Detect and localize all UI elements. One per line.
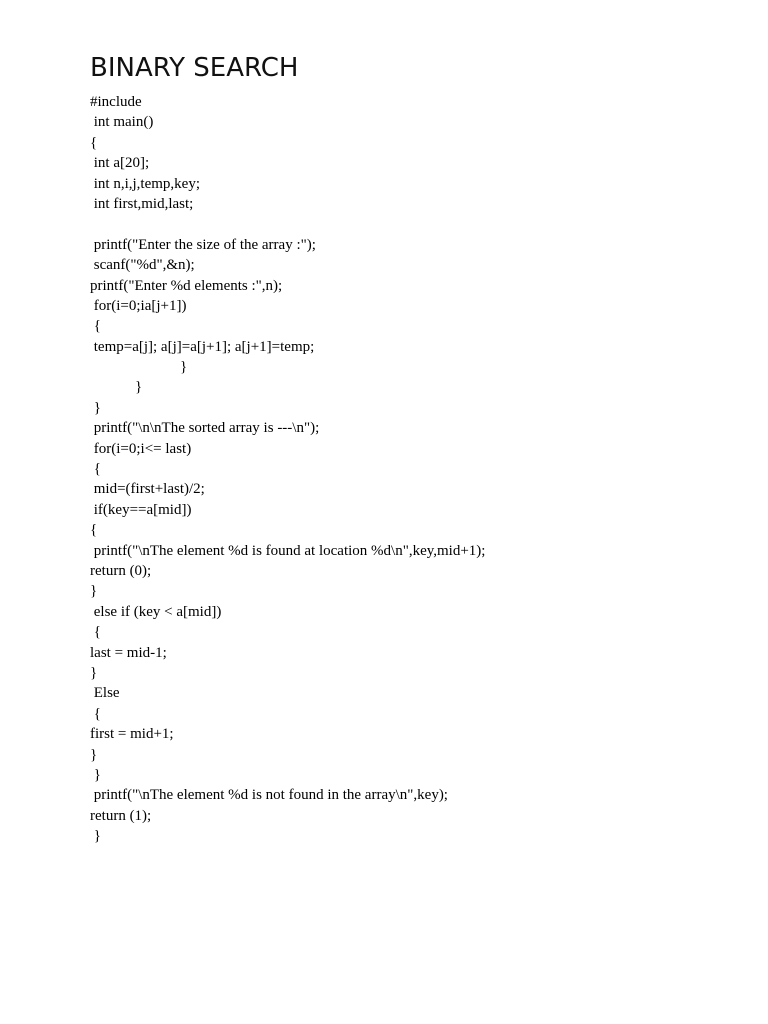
code-line: } bbox=[90, 664, 98, 681]
code-line: else if (key < a[mid]) bbox=[90, 603, 222, 620]
code-line: first = mid+1; bbox=[90, 726, 174, 743]
code-line: printf("\nThe element %d is found at location %d\n",key,mid+1); bbox=[90, 542, 486, 559]
code-line: } bbox=[90, 766, 101, 783]
code-line: int n,i,j,temp,key; bbox=[90, 175, 200, 192]
code-line: return (0); bbox=[90, 562, 152, 579]
code-block bbox=[90, 92, 485, 846]
code-line: } bbox=[90, 583, 98, 600]
code-line bbox=[90, 214, 485, 234]
code-line: printf("Enter the size of the array :"); bbox=[90, 236, 316, 253]
code-line: } bbox=[90, 359, 188, 376]
code-line: if(key==a[mid]) bbox=[90, 501, 192, 518]
code-line: return (1); bbox=[90, 807, 152, 824]
code-line: mid=(first+last)/2; bbox=[90, 481, 205, 498]
code-line: for(i=0;ia[j+1]) bbox=[90, 297, 187, 314]
code-line: int first,mid,last; bbox=[90, 195, 194, 212]
code-line: printf("Enter %d elements :",n); bbox=[90, 277, 283, 294]
code-line: #include bbox=[90, 94, 142, 110]
code-line: { bbox=[90, 134, 98, 151]
code-line: scanf("%d",&n); bbox=[90, 257, 195, 274]
code-line: } bbox=[90, 746, 98, 763]
code-line: { bbox=[90, 318, 101, 335]
code-line: int a[20]; bbox=[90, 155, 150, 172]
code-line: { bbox=[90, 705, 101, 722]
code-line: } bbox=[90, 828, 101, 845]
code-line: Else bbox=[90, 685, 120, 702]
code-line: printf("\n\nThe sorted array is ---\n"); bbox=[90, 420, 320, 437]
code-line: { bbox=[90, 624, 101, 641]
page-title: BINARY SEARCH bbox=[90, 53, 299, 83]
code-line: int main() bbox=[90, 114, 154, 131]
code-line: last = mid-1; bbox=[90, 644, 167, 661]
code-line: } bbox=[90, 379, 143, 396]
code-line: { bbox=[90, 461, 101, 478]
code-line: } bbox=[90, 399, 101, 416]
code-line: temp=a[j]; a[j]=a[j+1]; a[j+1]=temp; bbox=[90, 338, 315, 355]
code-line: printf("\nThe element %d is not found in the array\n",key); bbox=[90, 787, 448, 804]
code-line: for(i=0;i<= last) bbox=[90, 440, 192, 457]
code-line: { bbox=[90, 522, 98, 539]
